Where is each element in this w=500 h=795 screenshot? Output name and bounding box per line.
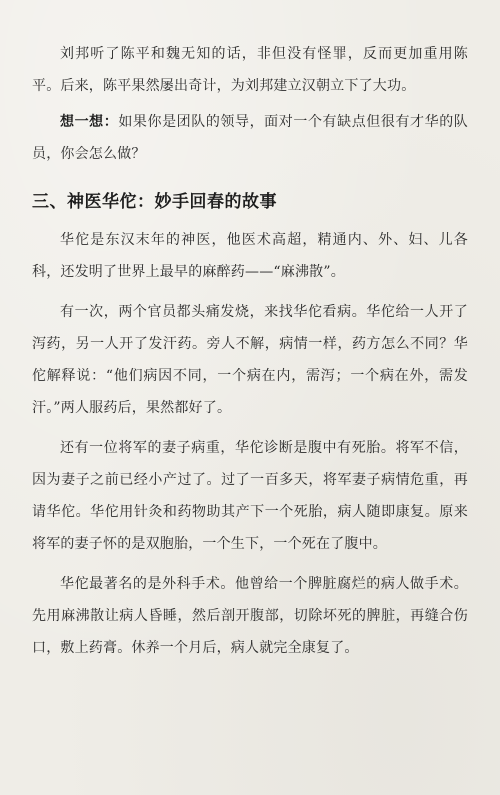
section-title: 三、神医华佗：妙手回春的故事 (32, 192, 277, 212)
paragraph-hua-tuo-intro: 华佗是东汉末年的神医，他医术高超，精通内、外、妇、儿各科，还发明了世界上最早的麻醉药——“麻沸散”。 (32, 232, 468, 280)
paragraph-liu-bang: 刘邦听了陈平和魏无知的话，非但没有怪罪，反而更加重用陈平。后来，陈平果然屡出奇计，为刘邦建立汉朝立下了大功。 (32, 46, 468, 94)
think-about-it (32, 106, 468, 170)
think-question: 如果你是团队的领导，面对一个有缺点但很有才华的队员，你会怎么做？ (32, 114, 468, 162)
paragraph-surgery: 华佗最著名的是外科手术。他曾给一个脾脏腐烂的病人做手术。先用麻沸散让病人昏睡，然后剖开腹部，切除坏死的脾脏，再缝合伤口，敷上药膏。休养一个月后，病人就完全康复了。 (32, 576, 468, 656)
paragraph-two-officials: 有一次，两个官员都头痛发烧，来找华佗看病。华佗给一人开了泻药，另一人开了发汗药。旁人不解，病情一样，药方怎么不同？华佗解释说：“他们病因不同，一个病在内，需泻；一个病在外，需发汗。”两人服药后，果然都好了。 (32, 304, 468, 416)
think-label: 想一想： (60, 114, 119, 130)
paragraph-general-wife: 还有一位将军的妻子病重，华佗诊断是腹中有死胎。将军不信，因为妻子之前已经小产过了。过了一百多天，将军妻子病情危重，再请华佗。华佗用针灸和药物助其产下一个死胎，病人随即康复。原来将军的妻子怀的是双胞胎，一个生下，一个死在了腹中。 (32, 440, 468, 552)
